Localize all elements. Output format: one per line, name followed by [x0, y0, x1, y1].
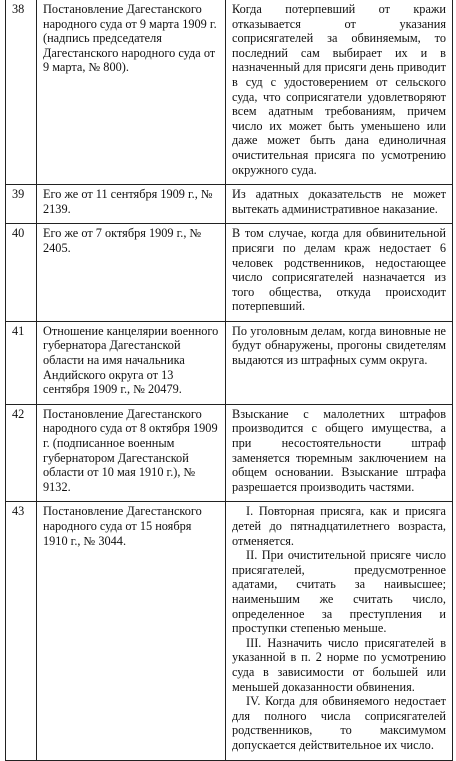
row-number: 43 — [6, 502, 37, 760]
source-citation: Отношение канцелярии военного губернатора Дагестанской области на имя начальника Андийского округа от 13 сентября 1909 г., № 20479. — [37, 321, 226, 404]
provision-paragraph: По уголовным делам, когда виновные не будут обнаружены, прогоны свидетелям выдаются из штрафных сумм округа. — [232, 323, 446, 368]
provision-paragraph: I. Повторная присяга, как и присяга детей до пятнадцатилетнего возраста, отменяется. — [232, 504, 446, 548]
row-number: 42 — [6, 404, 37, 502]
legal-provisions-table — [5, 0, 453, 761]
source-citation: Его же от 11 сентября 1909 г., № 2139. — [37, 185, 226, 224]
provision-paragraph: III. Назначить число присягателей в указанной в п. 2 норме по усмотрению суда в зависимости от большей или меньшей доказанности обвинения. — [232, 635, 446, 694]
provision-text — [226, 0, 453, 185]
provision-text — [226, 224, 453, 322]
source-citation: Постановление Дагестанского народного суда от 9 марта 1909 г. (надпись председателя Дагестанского народного суда от 9 марта, № 800). — [37, 0, 226, 185]
provision-paragraph: Взыскание с малолетних штрафов производится с общего имущества, а при несостоятельности штраф заменяется тюремным заключением на общем основании. Взыскание штрафа разрешается производить частями. — [232, 406, 446, 494]
source-citation: Постановление Дагестанского народного суда от 15 ноября 1910 г., № 3044. — [37, 502, 226, 760]
table-row — [6, 404, 453, 502]
table-row — [6, 224, 453, 322]
provision-text — [226, 404, 453, 502]
source-citation: Его же от 7 октября 1909 г., № 2405. — [37, 224, 226, 322]
provision-paragraph: В том случае, когда для обвинительной присяги по делам краж недостает 6 человек родственников, недостающее число соприсягателей назначается из того общества, откуда происходит потерпевший. — [232, 226, 446, 314]
row-number: 41 — [6, 321, 37, 404]
table-row — [6, 321, 453, 404]
row-number: 38 — [6, 0, 37, 185]
row-number: 39 — [6, 185, 37, 224]
provision-paragraph: Когда потерпевший от кражи отказывается от указания соприсягателей за обвиняемым, то последний сам выбирает их и в назначенный для присяги день приводит в суд с удостоверением от сельского суда, что соприсягатели удовлетворяют всем адатным требованиям, причем число их может быть уменьшено или даже может быть дана единоличная очистительная присяга по усмотрению окружного суда. — [232, 2, 446, 177]
provision-paragraph: II. При очистительной присяге число присягателей, предусмотренное адатами, считать за наивысшее; наименьшим же считать число, определенное за преступления и проступки степенью меньше. — [232, 548, 446, 636]
table-row — [6, 185, 453, 224]
table-row — [6, 502, 453, 760]
row-number: 40 — [6, 224, 37, 322]
provision-text — [226, 185, 453, 224]
provision-text — [226, 502, 453, 760]
provision-paragraph: Из адатных доказательств не может вытекать административное наказание. — [232, 187, 446, 216]
table-row — [6, 0, 453, 185]
provision-paragraph: IV. Когда для обвиняемого недостает для полного числа соприсягателей родственников, то максимумом допускается действительное их число. — [232, 694, 446, 752]
provision-text — [226, 321, 453, 404]
source-citation: Постановление Дагестанского народного суда от 8 октября 1909 г. (подписанное военным губернатором Дагестанской области от 10 мая 1910 г.), № 9132. — [37, 404, 226, 502]
